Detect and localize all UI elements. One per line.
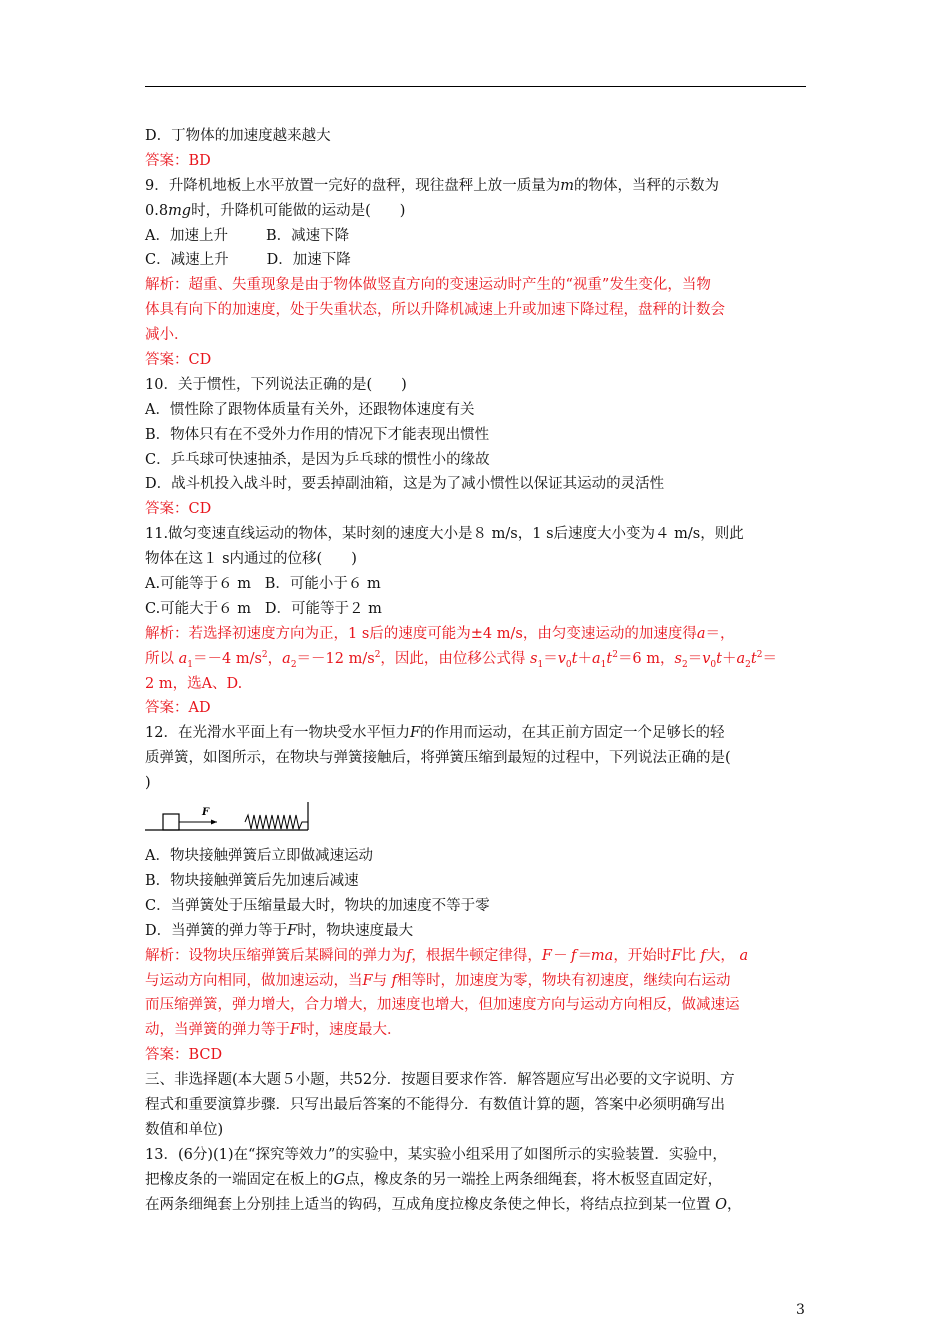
q9-option-d: D．加速下降 — [266, 252, 351, 269]
q9-option-c: C．减速上升 — [145, 252, 229, 269]
q12-stem-line1: 12．在光滑水平面上有一物块受水平恒力F的作用而运动，在其正前方固定一个足够长的轻 — [145, 725, 725, 742]
q11-analysis-line1: 解析：若选择初速度方向为正，1 s后的速度可能为±4 m/s，由匀变速运动的加速度得a＝， — [145, 625, 735, 642]
q13-line1: 13．(6分)(1)在“探究等效力”的实验中，某实验小组采用了如图所示的实验装置．实验中， — [145, 1146, 727, 1163]
q11-options-ab — [145, 572, 807, 597]
header-rule — [145, 86, 806, 87]
block-spring-diagram — [145, 796, 315, 844]
q10-option-a: A．惯性除了跟物体质量有关外，还跟物体速度有关 — [145, 401, 475, 418]
q12-analysis-line2: 与运动方向相同，做加速运动，当F与 f相等时，加速度为零，物块有初速度，继续向右运动 — [145, 972, 731, 989]
q8-option-d: D．丁物体的加速度越来越大 — [145, 128, 331, 144]
q12-option-c: C．当弹簧处于压缩量最大时，物块的加速度不等于零 — [145, 897, 490, 914]
q11-option-a: A.可能等于６ m — [145, 576, 251, 593]
page-number: 3 — [796, 1302, 805, 1318]
q11-option-c: C.可能大于６ m — [145, 600, 252, 617]
q9-option-a: A．加速上升 — [145, 227, 228, 244]
q12-stem-line2: 质弹簧，如图所示，在物块与弹簧接触后，将弹簧压缩到最短的过程中，下列说法正确的是( — [145, 750, 731, 767]
q9-analysis-line3: 减小． — [145, 327, 189, 344]
q9-options-ab — [145, 224, 807, 249]
q11-options-cd — [145, 597, 807, 622]
q12-analysis-line1: 解析：设物块压缩弹簧后某瞬间的弹力为f，根据牛顿定律得，F－ f＝ma，开始时F比 f大， a — [145, 947, 749, 964]
page-body — [145, 124, 807, 1217]
q11-answer: 答案：AD — [145, 700, 211, 717]
q12-option-b: B．物块接触弹簧后先加速后减速 — [145, 872, 359, 889]
q12-answer: 答案：BCD — [145, 1047, 223, 1064]
section3-line2: 程式和重要演算步骤．只写出最后答案的不能得分．有数值计算的题，答案中必须明确写出 — [145, 1096, 725, 1113]
q9-options-cd — [145, 248, 807, 273]
q12-option-d: D．当弹簧的弹力等于F时，物块速度最大 — [145, 922, 414, 939]
q11-stem-line1: 11.做匀变速直线运动的物体，某时刻的速度大小是８ m/s，1 s后速度大小变为４ m/s，则此 — [145, 526, 744, 543]
q13-line3: 在两条细绳套上分别挂上适当的钩码，互成角度拉橡皮条使之伸长，将结点拉到某一位置 O， — [145, 1196, 742, 1213]
q12-analysis-line3: 而压缩弹簧，弹力增大，合力增大，加速度也增大，但加速度方向与运动方向相反，做减速运 — [145, 997, 740, 1014]
q11-option-b: B．可能小于６ m — [264, 576, 381, 593]
q12-analysis-line4: 动，当弹簧的弹力等于F时，速度最大． — [145, 1022, 402, 1039]
q10-option-d: D．战斗机投入战斗时，要丢掉副油箱，这是为了减小惯性以保证其运动的灵活性 — [145, 476, 665, 493]
q11-option-d: D．可能等于２ m — [264, 600, 382, 617]
q12-figure — [145, 796, 807, 844]
q10-stem: 10．关于惯性，下列说法正确的是( ) — [145, 376, 407, 393]
q9-answer: 答案：CD — [145, 352, 212, 369]
section3-line3: 数值和单位) — [145, 1121, 224, 1138]
q11-stem-line2: 物体在这１ s内通过的位移( ) — [145, 551, 357, 568]
q9-option-b: B．减速下降 — [265, 227, 350, 244]
q8-answer: 答案：BD — [145, 152, 211, 169]
q10-answer: 答案：CD — [145, 501, 212, 518]
q11-analysis-line2: 所以 $a_1=-4$ $m/s^2$，$a_2=-12$ $m/s^2$，因此，由位移公式得 $s_1=v_0t+a_1t^2=6$ m，$s_2=v_0t+a_2t^2=$ — [145, 649, 777, 670]
q9-analysis-line2: 体具有向下的加速度，处于失重状态，所以升降机减速上升或加速下降过程，盘秤的计数会 — [145, 302, 725, 319]
q13-line2: 把橡皮条的一端固定在板上的G点，橡皮条的另一端拴上两条细绳套，将木板竖直固定好， — [145, 1171, 723, 1188]
q9-stem-line2: 0.8mg时，升降机可能做的运动是( ) — [145, 202, 406, 219]
q11-analysis-line3: 2 m，选A、D. — [145, 675, 243, 692]
q10-option-b: B．物体只有在不受外力作用的情况下才能表现出惯性 — [145, 426, 490, 443]
spring-icon — [245, 815, 308, 829]
q12-stem-line3: ) — [145, 775, 151, 792]
q9-stem-line1: 9．升降机地板上水平放置一完好的盘秤，现往盘秤上放一质量为m的物体，当秤的示数为 — [145, 177, 719, 194]
q12-option-a: A．物块接触弹簧后立即做减速运动 — [145, 848, 373, 865]
block-rect — [163, 814, 179, 830]
section3-line1: 三、非选择题(本大题５小题，共52分．按题目要求作答．解答题应写出必要的文字说明、方 — [145, 1072, 735, 1089]
q10-option-c: C．乒乓球可快速抽杀，是因为乒乓球的惯性小的缘故 — [145, 451, 490, 468]
force-arrow-head — [211, 820, 217, 825]
force-label: F — [202, 807, 210, 819]
q9-analysis-line1: 解析：超重、失重现象是由于物体做竖直方向的变速运动时产生的“视重”发生变化，当物 — [145, 277, 711, 294]
